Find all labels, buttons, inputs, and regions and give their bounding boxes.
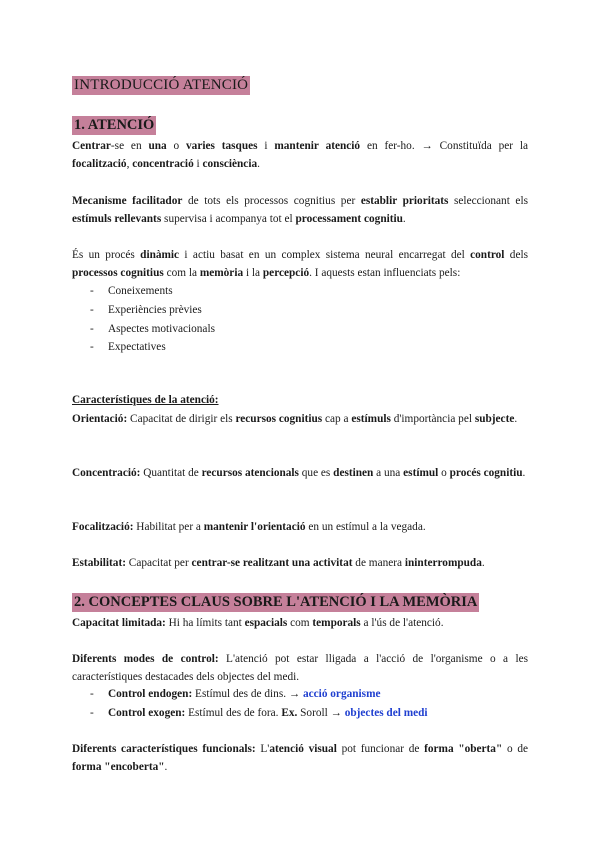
influences-list <box>86 282 506 357</box>
paragraph-concentration: Concentració: Quantitat de recursos atencionals que es destinen a una estímul o procés cognitiu. <box>72 467 526 479</box>
list-item-exogenous: - Control exogen: Estímul des de fora. Ex. Soroll → objectes del medi <box>90 706 428 719</box>
list-item: - Coneixements <box>90 285 173 297</box>
section-heading-key-concepts: 2. CONCEPTES CLAUS SOBRE L'ATENCIÓ I LA MEMÒRIA <box>74 594 478 610</box>
control-list <box>86 685 506 723</box>
list-item: - Experiències prèvies <box>90 303 202 316</box>
paragraph-functional-characteristics: Diferents característiques funcionals: L'atenció visual pot funcionar de forma "oberta" o de forma "encoberta". <box>72 743 528 773</box>
paragraph-focalization: Focalització: Habilitat per a mantenir l'orientació en un estímul a la vegada. <box>72 521 426 533</box>
paragraph-definition: Centrar-se en una o varies tasques i mantenir atenció en fer-ho. → Constituïda per la focalització, concentració i consciència. <box>72 140 529 170</box>
paragraph-limited-capacity: Capacitat limitada: Hi ha límits tant espacials com temporals a l'ús de l'atenció. <box>72 617 444 629</box>
paragraph-process: És un procés dinàmic i actiu basat en un complex sistema neural encarregat del control dels processos cognitius com la memòria i la percepció. I aquests estan influenciats pels: <box>72 249 528 279</box>
section-heading-attention: 1. ATENCIÓ <box>74 117 155 133</box>
paragraph-orientation: Orientació: Capacitat de dirigir els recursos cognitius cap a estímuls d'importància pel subjecte. <box>72 413 518 425</box>
list-item: - Expectatives <box>90 341 166 354</box>
document-title: INTRODUCCIÓ ATENCIÓ <box>74 77 249 93</box>
list-item: - Aspectes motivacionals <box>90 322 215 335</box>
paragraph-mechanism: Mecanisme facilitador de tots els processos cognitius per establir prioritats seleccionant els estímuls rellevants supervisa i acompanya tot el processament cognitiu. <box>72 195 528 225</box>
paragraph-stability: Estabilitat: Capacitat per centrar-se realitzant una activitat de manera ininterrompuda. <box>72 557 485 569</box>
list-item-endogenous: - Control endogen: Estímul des de dins. → acció organisme <box>90 688 381 700</box>
paragraph-control-modes: Diferents modes de control: L'atenció pot estar lligada a l'acció de l'organisme o a les característiques destacades dels objectes del medi. <box>72 653 528 683</box>
characteristics-heading: Característiques de la atenció: <box>72 394 219 406</box>
